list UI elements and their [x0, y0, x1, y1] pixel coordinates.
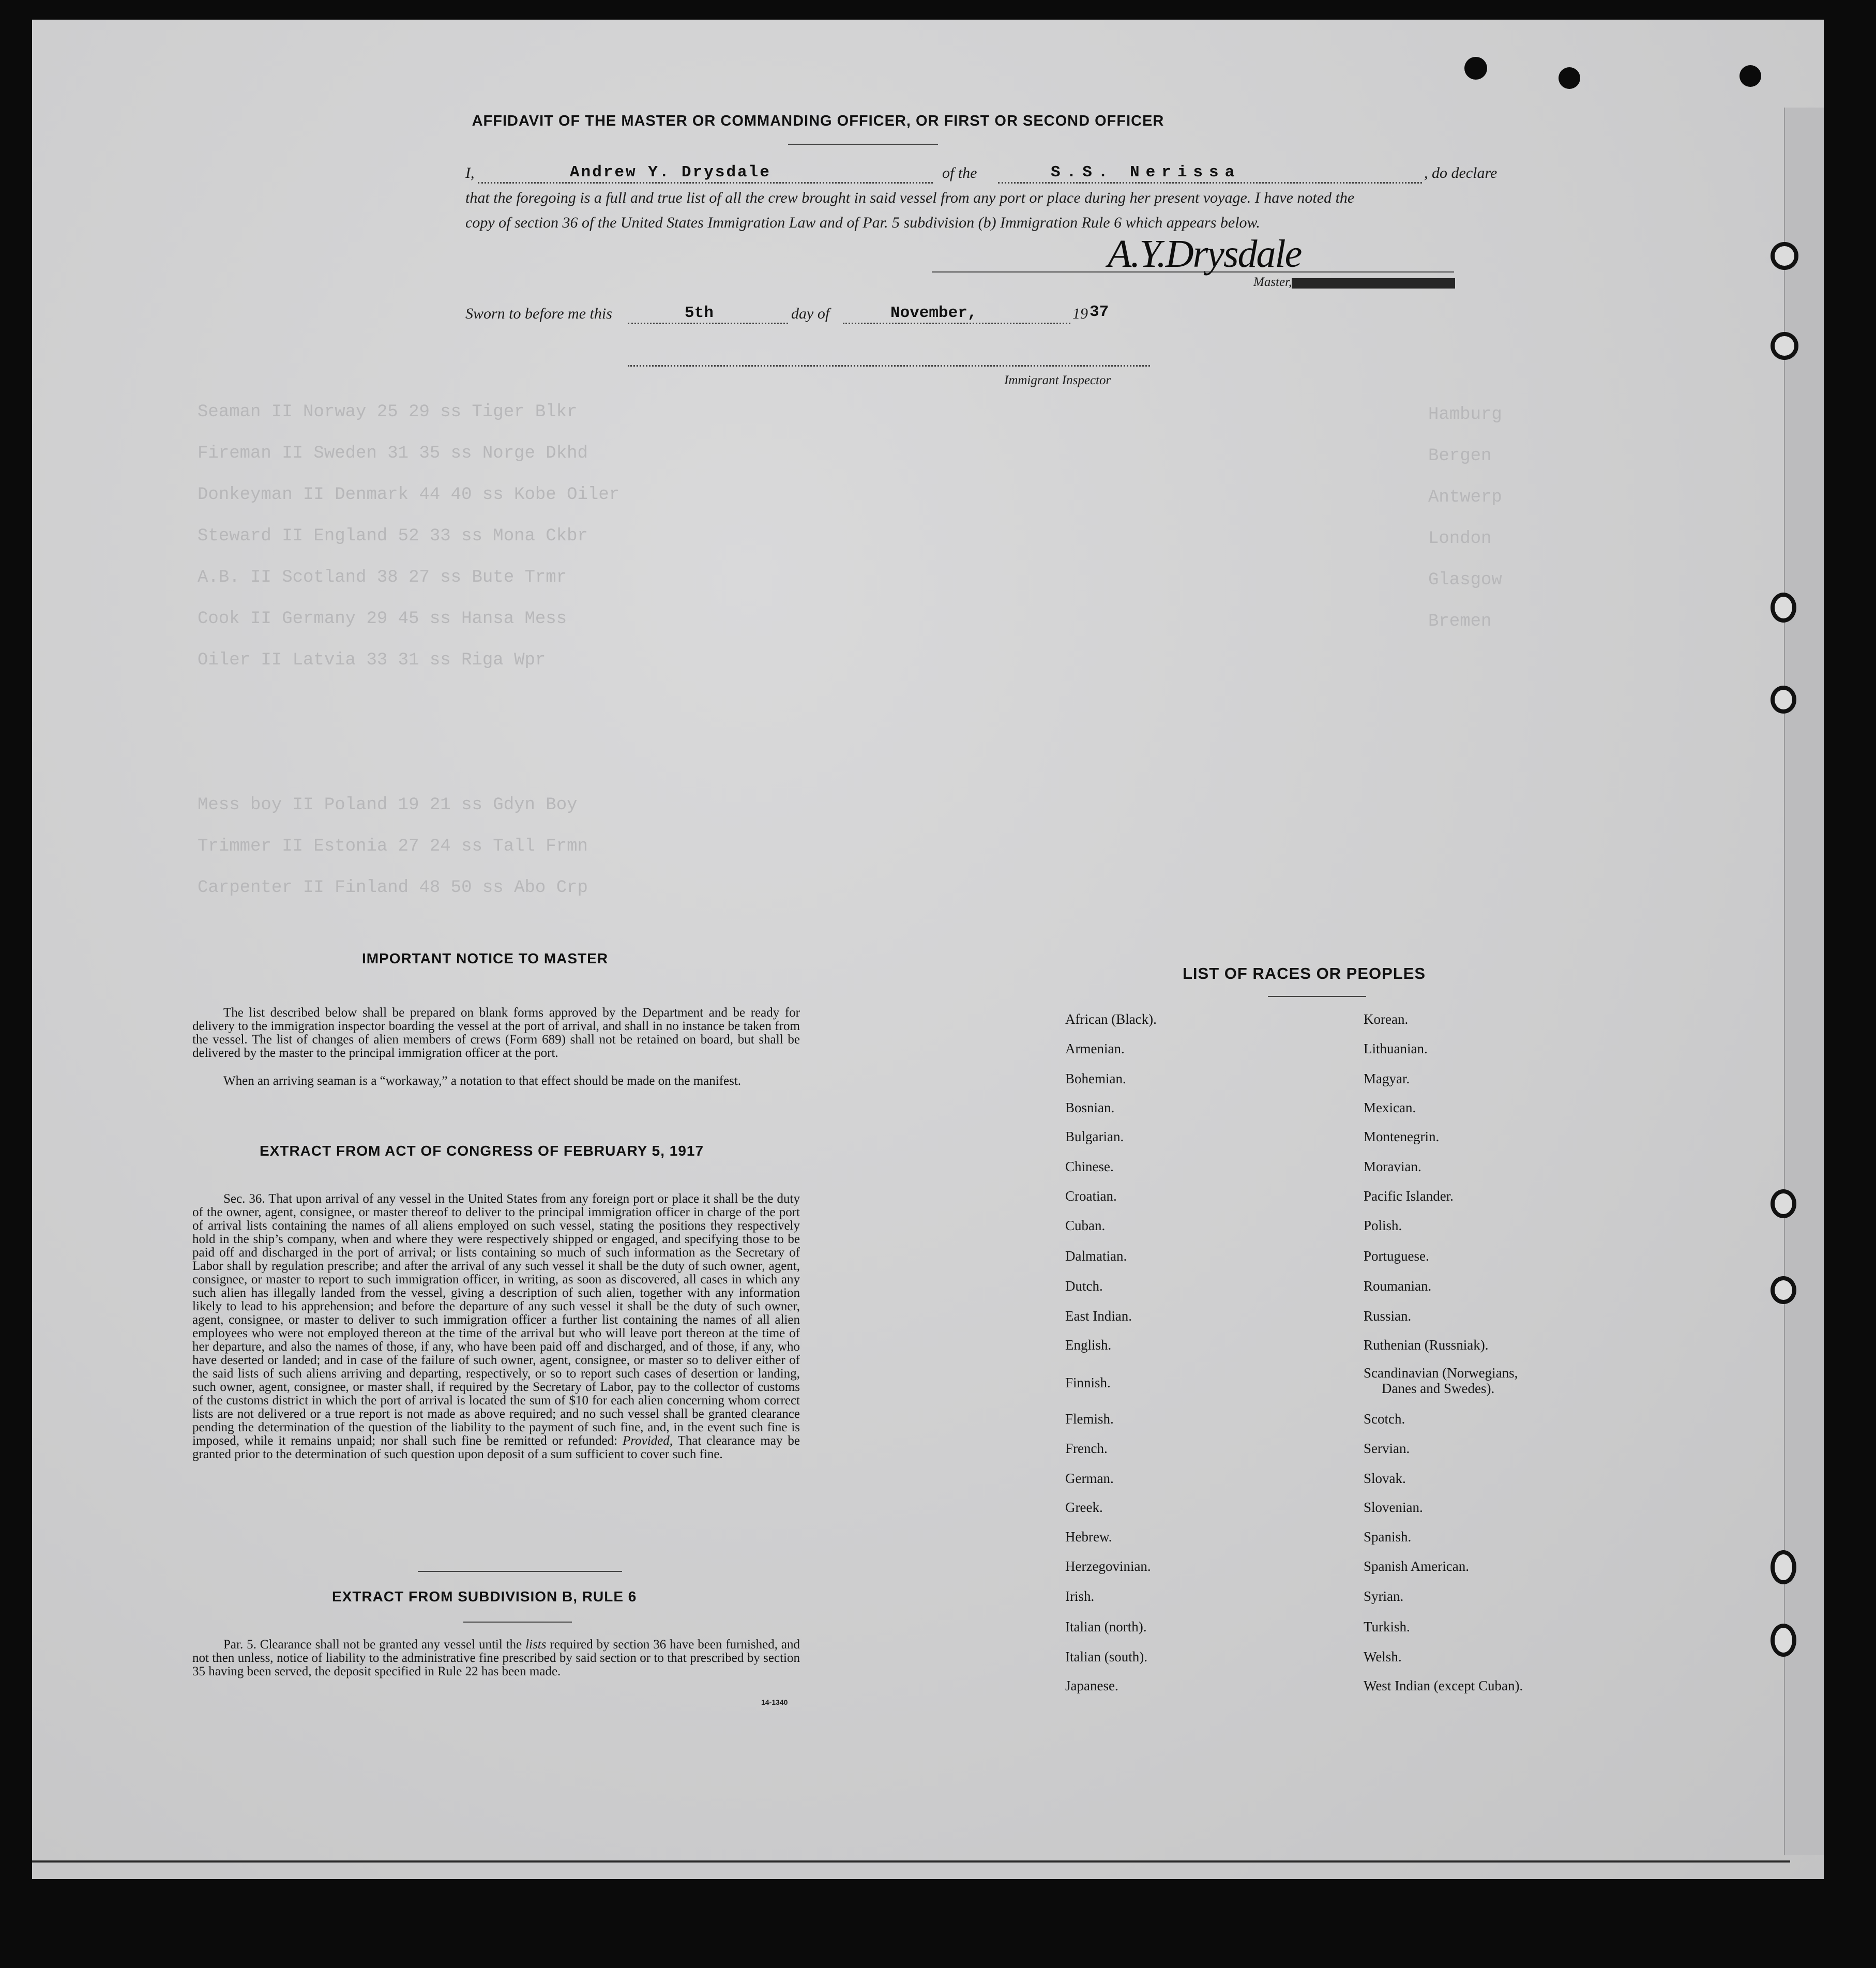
- punch-hole: [1771, 1624, 1796, 1657]
- race-item: Scandinavian (Norwegians,: [1364, 1365, 1518, 1381]
- notice-para-2: When an arriving seaman is a “workaway,” a notation to that effect should be made on the manifest.: [223, 1074, 742, 1088]
- form-bottom-border: [32, 1860, 1790, 1863]
- race-item: Finnish.: [1065, 1375, 1111, 1390]
- punch-hole: [1739, 65, 1761, 87]
- race-item: Herzegovinian.: [1065, 1558, 1151, 1574]
- races-title-underline: [1268, 996, 1366, 997]
- race-item: Italian (north).: [1065, 1619, 1147, 1634]
- page-edge: [1784, 108, 1824, 1855]
- affidavit-line-2: that the foregoing is a full and true list of all the crew brought in said vessel from any port or place during her present voyage. I have noted the: [465, 189, 1355, 206]
- race-item: Ruthenian (Russniak).: [1364, 1337, 1489, 1353]
- race-item: German.: [1065, 1471, 1114, 1486]
- day-line: [628, 323, 788, 324]
- punch-hole: [1559, 67, 1580, 89]
- act-extract-title: EXTRACT FROM ACT OF CONGRESS OF FEBRUARY 5, 1917: [260, 1143, 704, 1159]
- race-item: Welsh.: [1364, 1649, 1402, 1664]
- race-item: Spanish.: [1364, 1529, 1412, 1545]
- race-item: Spanish American.: [1364, 1558, 1469, 1574]
- race-item: Slovak.: [1364, 1471, 1406, 1486]
- race-item: Irish.: [1065, 1588, 1095, 1604]
- rule-extract-text: [192, 1638, 800, 1678]
- sworn-label: Sworn to before me this: [465, 305, 612, 322]
- race-item: Dalmatian.: [1065, 1248, 1127, 1264]
- punch-hole: [1771, 686, 1796, 714]
- race-item: Italian (south).: [1065, 1649, 1147, 1664]
- race-item: Japanese.: [1065, 1678, 1118, 1693]
- race-item: Greek.: [1065, 1500, 1103, 1515]
- document-page: Seaman II Norway 25 29 ss Tiger Blkr Fireman II Sweden 31 35 ss Norge Dkhd Donkeyman II Denmark 44 40 ss Kobe Oiler Steward II England 52 33 ss Mona Ckbr A.B. II Scotland 38 27 ss Bute Trmr Cook II Germany 29 45 ss Hansa Mess Oiler II Latvia 33 31 ss Riga Wpr Mess boy II Poland 19 21 ss Gdyn Boy Trimmer II Estonia 27 24 ss Tall Frmn Carpenter II Finland 48 50 ss Abo Crp Hamburg Bergen Antwerp London Glasgow Bremen AFFIDAVIT OF THE MASTER OR COMMANDING OFFICER, OR FIRST OR SECOND OFFICER I, Andrew Y. Drysdale of the S.S. Nerissa , do declare that the foregoing is a full and true list of all the crew brought in said vessel from any port or place during her present voyage. I have noted the copy of section 36 of the United States Immigration Law and of Par. 5 subdivision (b) Immigration Rule 6 which appears below. A.Y.Drysdale Master, Sworn to before me this 5th day of November, 19 37 Immigrant Inspector IMPORTANT NOTICE TO MASTER The list described below shall be prepared on blank forms approved by the Department and be ready for delivery to the immigration inspector boarding the vessel at the port of arrival, and shall in no instance be taken from the vessel. The list of changes of alien members of crews (Form 689) shall not be retained on board, but shall be delivered by the master to the principal immigration officer at the port. When an arriving seaman is a “workaway,” a notation to that effect should be made on the manifest. EXTRACT FROM ACT OF CONGRESS OF FEBRUARY 5, 1917 Sec. 36. That upon arrival of any vessel in the United States from any foreign port or place it shall be the duty of the owner, agent, consignee, or master thereof to deliver to the principal immigration officer in charge of the port of arrival lists containing the names of all aliens employed on such vessel, stating the positions they respectively hold in the ship’s company, when and where they were respectively shipped or engaged, and specifying those to be paid off and discharged in the port of arrival; or lists containing so much of such information as the Secretary of Labor shall by regulation prescribe; and after the arrival of any such vessel it shall be the duty of such owner, agent, consignee, or master to report to such immigration officer, in writing, as soon as discovered, all cases in which any such alien has illegally landed from the vessel, giving a description of such alien, together with any information likely to lead to his apprehension; and before the departure of any such vessel it shall be the duty of such owner, agent, consignee, or master to deliver to such immigration officer a further list containing the names of all alien employees who were not employed thereon at the time of the arrival but who will leave port thereon at the time of her departure, and also the names of those, if any, who have been paid off and discharged, and of those, if any, who have deserted or landed; and in case of the failure of such owner, agent, consignee, or master so to deliver either of the said lists of such aliens arriving and departing, respectively, or so to report such cases of desertion or landing, such owner, agent, consignee, or master shall, if required by the Secretary of Labor, pay to the collector of customs of the customs district in which the port of arrival is located the sum of $10 for each alien concerning whom correct lists are not delivered or a true report is not made as above required; and no such vessel shall be granted clearance pending the determination of the question of the liability to the payment of such fine, and, in the event such fine is imposed, while it remains unpaid; nor shall such fine be remitted or refunded: Provided, That clearance may be granted prior to the determination of such question upon deposit of a sum sufficient to cover such fine. EXTRACT FROM SUBDIVISION B, RULE 6 Par. 5. Clearance shall not be granted any vessel until the lists required by section 36 have been furnished, and not then unless, notice of liability to the administrative fine prescribed by said section or to that prescribed by section 35 having been served, the deposit specified in Rule 22 has been made. 14-1340 LIST OF RACES OR PEOPLES African (Black). Armenian. Bohemian. Bosnian. Bulgarian. Chinese. Croatian. Cuban. Dalmatian. Dutch. East Indian. English. Finnish. Flemish. French. German. Greek. Hebrew. Herzegovinian. Irish. Italian (north). Italian (south). Japanese. Korean. Lithuanian. Magyar. Mexican. Montenegrin. Moravian. Pacific Islander. Polish. Portuguese. Roumanian. Russian. Ruthenian (Russniak). Scandinavian (Norwegians, Danes and Swedes). Scotch. Servian. Slovak. Slovenian. Spanish. Spanish American. Syrian. Turkish. Welsh. West Indian (except Cuban).: [32, 20, 1824, 1879]
- race-item: East Indian.: [1065, 1308, 1132, 1324]
- rule-extract-title: EXTRACT FROM SUBDIVISION B, RULE 6: [332, 1588, 637, 1604]
- race-item: Armenian.: [1065, 1041, 1125, 1056]
- punch-hole: [1771, 1189, 1796, 1218]
- inspector-line: [628, 365, 1150, 367]
- rule-title-underline: [463, 1622, 572, 1623]
- race-item: Mexican.: [1364, 1100, 1416, 1115]
- race-item: Korean.: [1364, 1011, 1409, 1027]
- race-item: Croatian.: [1065, 1188, 1117, 1204]
- master-name: Andrew Y. Drysdale: [570, 163, 771, 181]
- race-item: Montenegrin.: [1364, 1129, 1440, 1144]
- race-item: Slovenian.: [1364, 1500, 1423, 1515]
- race-item: Roumanian.: [1364, 1278, 1432, 1294]
- race-item: Bosnian.: [1065, 1100, 1115, 1115]
- sworn-month: November,: [890, 304, 977, 322]
- of-the-label: of the: [942, 164, 977, 181]
- declarant-prefix: I,: [465, 164, 475, 181]
- race-item: Russian.: [1364, 1308, 1412, 1324]
- title-rule: [788, 144, 938, 145]
- race-item: Portuguese.: [1364, 1248, 1429, 1264]
- race-item: Hebrew.: [1065, 1529, 1112, 1545]
- day-of-label: day of: [791, 305, 830, 322]
- race-item: Chinese.: [1065, 1159, 1114, 1174]
- section-label: Sec. 36.: [223, 1192, 265, 1206]
- race-item: Syrian.: [1364, 1588, 1404, 1604]
- punch-hole: [1771, 1550, 1796, 1584]
- race-item: Magyar.: [1364, 1071, 1410, 1086]
- race-item: Cuban.: [1065, 1218, 1106, 1233]
- punch-hole: [1771, 332, 1798, 360]
- race-item: African (Black).: [1065, 1011, 1157, 1027]
- notice-title: IMPORTANT NOTICE TO MASTER: [362, 950, 609, 966]
- signature-role: Master,: [1253, 275, 1292, 289]
- lists-word: lists: [525, 1638, 547, 1652]
- notice-para-1: The list described below shall be prepared on blank forms approved by the Department and be ready for delivery to the immigration inspector boarding the vessel at the port of arrival, and shall in no instance be taken from the vessel. The list of changes of alien members of crews (Form 689) shall not be retained on board, but shall be delivered by the master to the principal immigration officer at the port.: [192, 1006, 800, 1060]
- race-item: French.: [1065, 1441, 1108, 1456]
- inspector-label: Immigrant Inspector: [1004, 373, 1111, 387]
- year-suffix: 37: [1090, 303, 1109, 321]
- provided-word: Provided,: [623, 1434, 673, 1448]
- punch-hole: [1771, 593, 1796, 623]
- rule-text-a: Par. 5. Clearance shall not be granted any vessel until the: [223, 1638, 522, 1652]
- punch-hole: [1771, 1276, 1796, 1304]
- race-item: Flemish.: [1065, 1411, 1114, 1427]
- race-item: English.: [1065, 1337, 1112, 1353]
- form-number: 14-1340: [761, 1698, 788, 1706]
- race-item: Bulgarian.: [1065, 1129, 1124, 1144]
- punch-hole: [1771, 242, 1798, 270]
- struck-out-title: [1292, 278, 1455, 289]
- affidavit-line-3: copy of section 36 of the United States Immigration Law and of Par. 5 subdivision (b) Immigration Rule 6 which appears below.: [465, 214, 1260, 231]
- vessel-line: [998, 182, 1422, 184]
- act-extract-text: [192, 1192, 800, 1461]
- master-signature: A.Y.Drysdale: [1108, 232, 1302, 276]
- section-36-text-end: That clearance may be granted prior to the determination of such question upon deposit of a sum sufficient to cover such fine.: [192, 1434, 800, 1461]
- do-declare-label: , do declare: [1424, 164, 1497, 181]
- race-item: Dutch.: [1065, 1278, 1103, 1294]
- divider-rule: [418, 1571, 622, 1572]
- race-item: Lithuanian.: [1364, 1041, 1428, 1056]
- section-36-text: That upon arrival of any vessel in the United States from any foreign port or place it shall be the duty of the owner, agent, consignee, or master thereof to deliver to the principal immigration officer in charge of the port of arrival lists containing the names of all aliens employed on such vessel, stating the positions they respectively hold in the ship’s company, when and where they were respectively shipped or engaged, and specifying those to be paid off and discharged in the port of arrival; or lists containing so much of such information as the Secretary of Labor shall by regulation prescribe; and after the arrival of any such vessel it shall be the duty of such owner, agent, consignee, or master to report to such immigration officer, in writing, as soon as discovered, all cases in which any such alien has illegally landed from the vessel, giving a description of such alien, together with any information likely to lead to his apprehension; and before the departure of any such vessel it shall be the duty of such owner, agent, consignee, or master to deliver to such immigration officer a further list containing the names of all alien employees who were not employed thereon at the time of the arrival but who will leave port thereon at the time of her departure, and also the names of those, if any, who have been paid off and discharged, and of those, if any, who have deserted or landed; and in case of the failure of such owner, agent, consignee, or master so to deliver either of the said lists of such aliens arriving and departing, respectively, or so to report such cases of desertion or landing, such owner, agent, consignee, or master shall, if required by the Secretary of Labor, pay to the collector of customs of the customs district in which the port of arrival is located the sum of $10 for each alien concerning whom correct lists are not delivered or a true report is not made as above required; and no such vessel shall be granted clearance pending the determination of the question of the liability to the payment of such fine, and, in the event such fine is imposed, while it remains unpaid; nor shall such fine be remitted or refunded:: [192, 1192, 800, 1448]
- race-item: Scotch.: [1364, 1411, 1405, 1427]
- rule-text-b: required by section 36 have been furnished, and not then unless, notice of liability to the administrative fine prescribed by said section or to that prescribed by section 35 having been served, the deposit specified in Rule 22 has been made.: [192, 1638, 800, 1678]
- races-title: LIST OF RACES OR PEOPLES: [1183, 964, 1426, 982]
- race-item: Bohemian.: [1065, 1071, 1126, 1086]
- race-item: Turkish.: [1364, 1619, 1410, 1634]
- race-item: Servian.: [1364, 1441, 1410, 1456]
- vessel-name: S.S. Nerissa: [1051, 163, 1241, 181]
- race-item: Polish.: [1364, 1218, 1402, 1233]
- sworn-day: 5th: [685, 304, 714, 322]
- race-item: Moravian.: [1364, 1159, 1421, 1174]
- race-item: Pacific Islander.: [1364, 1188, 1454, 1204]
- month-line: [843, 323, 1070, 324]
- race-item-continued: Danes and Swedes).: [1382, 1381, 1495, 1396]
- name-line: [478, 182, 933, 184]
- year-prefix: 19: [1072, 305, 1088, 322]
- affidavit-title: AFFIDAVIT OF THE MASTER OR COMMANDING OFFICER, OR FIRST OR SECOND OFFICER: [472, 113, 1164, 129]
- race-item: West Indian (except Cuban).: [1364, 1678, 1523, 1693]
- punch-hole: [1464, 57, 1487, 80]
